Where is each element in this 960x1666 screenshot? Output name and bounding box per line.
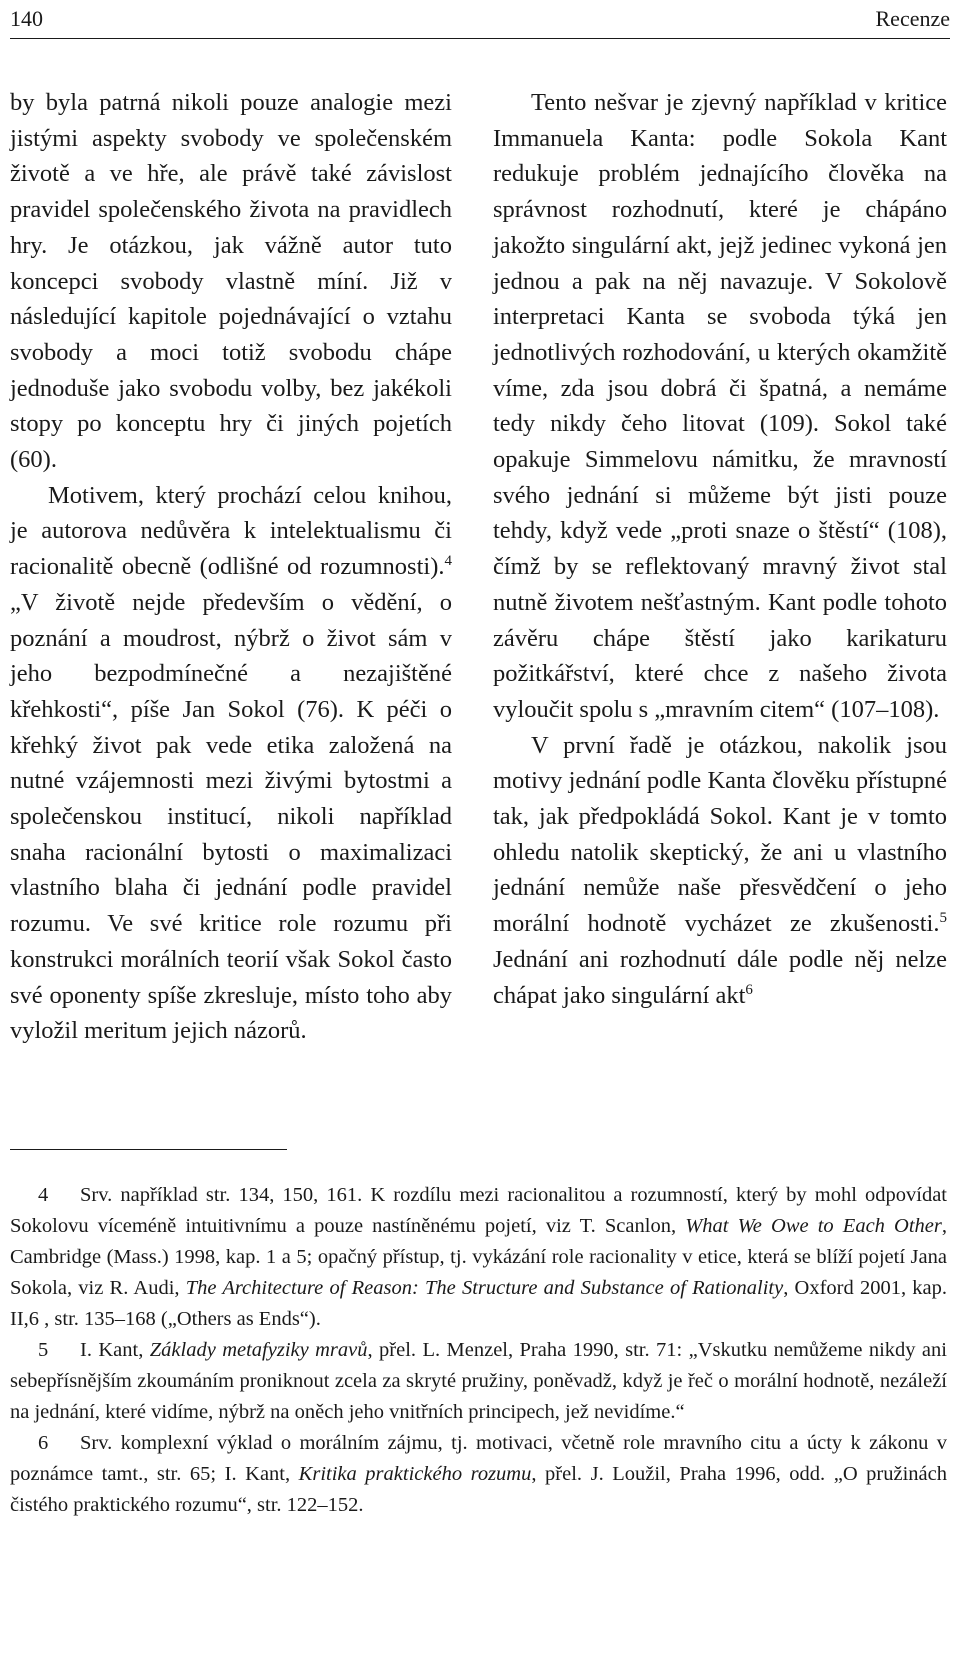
footnote-5: 5 I. Kant, Základy metafyziky mravů, přel. L. Menzel, Praha 1990, str. 71: „Vskutku nemůžeme nikdy ani sebepřísnějším zkoumáním proniknout zcela za skryté pružiny, poněvadž, když je řeč o morální hodnotě, nezáleží na jednání, které vidíme, nýbrž na oněch jeho vnitřních principech, jež nevidíme.“ [10, 1335, 947, 1428]
paragraph: Tento nešvar je zjevný například v kritice Immanuela Kanta: podle Sokola Kant redukuje problém jednajícího člověka na správnost rozhodnutí, které je chápáno jakožto singulární akt, jejž jedinec vykoná jen jednou a pak na něj navazuje. V Sokolově interpretaci Kanta se svoboda týká jen jednotlivých rozhodování, u kterých okamžitě víme, zda jsou dobrá či špatná, a nemáme tedy nikdy čeho litovat (109). Sokol také opakuje Simmelovu námitku, že mravností svého jednání si můžeme být jisti pouze tehdy, když vede „proti snaze o štěstí“ (108), čímž by se reflektovaný mravný život stal nutně životem nešťastným. Kant podle tohoto závěru chápe štěstí jako karikaturu požitkářství, které chce z našeho života vyloučit spolu s „mravním citem“ (107–108). [493, 89, 947, 723]
book-title: The Architecture of Reason: The Structure and Substance of Rationality [185, 1277, 784, 1299]
running-header [10, 4, 950, 34]
page-number: 140 [10, 6, 43, 31]
footnote-4: 4 Srv. například str. 134, 150, 161. K rozdílu mezi racionalitou a rozumností, který by mohl odpovídat Sokolovu víceméně intuitivnímu a pouze nastíněnému pojetí, viz T. Scanlon, What We Owe to Each Other, Cambridge (Mass.) 1998, kap. 1 a 5; opačný přístup, tj. vykázání role racionality v etice, která se blíží pojetí Jana Sokola, viz R. Audi, The Architecture of Reason: The Structure and Substance of Rationality, Oxford 2001, kap. II,6 , str. 135–168 („Others as Ends“). [10, 1180, 947, 1335]
paragraph: Motivem, který prochází celou knihou, je autorova nedůvěra k intelektualismu či racionalitě obecně (odlišné od rozumnosti).$^4$ „V životě nejde především o vědění, o poznání a moudrost, nýbrž o život sám v jeho bezpodmínečné a nezajištěné křehkosti“, píše Jan Sokol (76). K péči o křehký život pak vede etika založená na nutné vzájemnosti mezi živými bytostmi a společenskou institucí, nikoli například snaha racionální bytosti o maximalizaci vlastního blaha či jednání podle pravidel rozumu. Ve své kritice role rozumu při konstrukci morálních teorií však Sokol často své oponenty spíše zkresluje, místo toho aby vyložil meritum jejich názorů. [10, 481, 452, 1045]
section-title: Recenze [875, 6, 950, 31]
header-divider [10, 38, 950, 39]
footnote-ref-4[interactable]: 4 [444, 553, 452, 570]
book-title: Základy metafyziky mravů [149, 1339, 368, 1361]
footnotes [10, 1180, 947, 1521]
book-title: What We Owe to Each Other [685, 1215, 942, 1237]
paragraph: by byla patrná nikoli pouze analogie mezi jistými aspekty svobody ve společenském životě a ve hře, ale právě také závislost pravidel společenského života na pravidlech hry. Je otázkou, jak vážně autor tuto koncepci svobody vlastně míní. Již v následující kapitole pojednávající o vztahu svobody a moci totiž svobodu chápe jednoduše jako svobodu volby, bez jakékoli stopy po konceptu hry či jiných pojetích (60). [10, 89, 452, 474]
footnote-6: 6 Srv. komplexní výklad o morálním zájmu, tj. motivaci, včetně role mravního citu a úcty k zákonu v poznámce tamt., str. 65; I. Kant, Kritika praktického rozumu, přel. J. Loužil, Praha 1996, odd. „O pružinách čistého praktického rozumu“, str. 122–152. [10, 1428, 947, 1521]
right-column [493, 85, 947, 1013]
footnote-divider [10, 1149, 287, 1150]
left-column [10, 85, 452, 1049]
footnote-number: 5 [38, 1339, 49, 1361]
paragraph: V první řadě je otázkou, nakolik jsou motivy jednání podle Kanta člověku přístupné tak, jak předpokládá Sokol. Kant je v tomto ohledu natolik skeptický, že ani u vlastního jednání nemůže naše přesvědčení o jeho morální hodnotě vycházet ze zkušenosti.$^5$ Jednání ani rozhodnutí dále podle něj nelze chápat jako singulární akt$^6$ [493, 731, 947, 1009]
footnote-ref-5[interactable]: 5 [939, 910, 947, 927]
footnote-ref-6[interactable]: 6 [745, 981, 753, 998]
footnote-number: 4 [38, 1184, 49, 1206]
footnote-number: 6 [38, 1432, 49, 1454]
book-title: Kritika praktického rozumu [298, 1463, 532, 1485]
